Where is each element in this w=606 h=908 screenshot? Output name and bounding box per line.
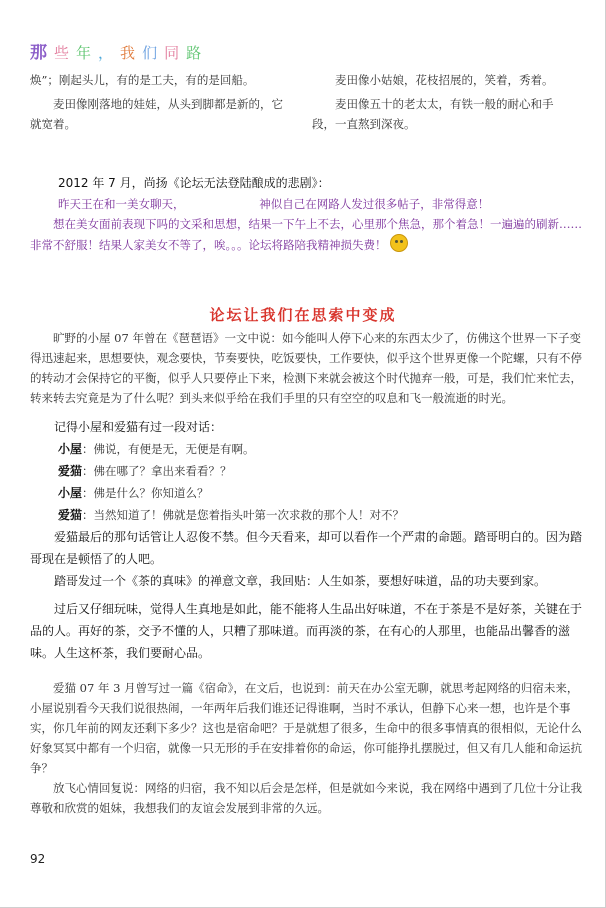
paragraph: 爱猫 07 年 3 月曾写过一篇《宿命》，在文后，也说到：前天在办公室无聊，就思考起网络的归宿未来，小屋说别看今天我们说很热闹，一年两年后我们谁还记得谁啊，当时不承认，但静下心来一想，也许是个事实，你几年前的网友还剩下多少？这也是宿命吧？于是就想了很多，生命中的很多事情真的很相似，无论什么好象冥冥中都有一个归宿，就像一只无形的手在安排着你的命运，你可能挣扎摆脱过，但又有几人能和命运抗争？ (30, 681, 582, 775)
header-char: 那 (30, 43, 48, 63)
page-number: 92 (30, 852, 46, 866)
section-heading: 2012 年 7 月，尚扬《论坛无法登陆酿成的悲剧》： (58, 176, 330, 190)
article-title: 论坛让我们在思索中变成 (209, 306, 397, 324)
paragraph: 爱猫最后的那句话管让人忍俊不禁。但今天看来，却可以看作一个严肃的命题。踏哥明白的。因为踏哥现在是顿悟了的人吧。 (30, 530, 583, 566)
header-char: 路 (186, 44, 203, 62)
right-column (312, 70, 567, 134)
dialogue-line: 小屋：佛说，有便是无，无便是有啊。 (58, 442, 255, 456)
section-forum-tragedy (30, 172, 585, 255)
dialogue-line: 爱猫：当然知道了！佛就是您着指头叶第一次求救的那个人！对不？ (58, 508, 405, 522)
paragraph: 踏哥发过一个《茶的真味》的禅意文章，我回贴：人生如茶，要想好味道，品的功夫要到家。 (54, 574, 547, 588)
header-char: 年 (76, 44, 93, 62)
section-line: 昨天王在和一美女聊天， 神似自己在网路人发过很多帖子，非常得意！ (58, 197, 490, 211)
header-char: 们 (142, 44, 159, 62)
dialogue-line: 爱猫：佛在哪了？拿出来看看？？ (58, 464, 232, 478)
article-body (30, 328, 585, 818)
paragraph: 放飞心情回复说：网络的归宿，我不知以后会是怎样，但是就如今来说，我在网络中遇到了几位十分让我尊敬和欣赏的姐妹，我想我们的友谊会发展到非常的久远。 (30, 781, 582, 815)
header-char: 同 (164, 44, 181, 62)
running-header (30, 38, 208, 63)
left-text-1: 焕”；刚起头儿，有的是工夫，有的是回船。 (30, 73, 255, 87)
header-char: 我 (120, 44, 137, 62)
sad-face-icon (390, 234, 408, 252)
paragraph: 过后又仔细玩味，觉得人生真地是如此，能不能将人生品出好味道，不在于茶是不是好茶，关键在于品的人。再好的茶，交予不懂的人，只糟了那味道。而再淡的茶，在有心的人那里，也能品出馨香的滋味。人生这杯茶，我们要耐心品。 (30, 602, 583, 660)
section-paragraph: 想在美女面前表现下吗的文采和思想，结果一下午上不去，心里那个焦急，那个着急！一遍遍的刷新……非常不舒服！结果人家美女不等了，唉。。。论坛将路陪我精神损失费！ (30, 217, 582, 252)
header-char: ， (98, 44, 115, 62)
paragraph: 旷野的小屋 07 年曾在《琶琶语》一文中说：如今能叫人停下心来的东西太少了，仿佛这个世界一下子变得迅速起来，思想要快，观念要快，节奏要快，吃饭要快，工作要快，似乎这个世界更像一个陀螺，只有不停的转动才会保持它的平衡，似乎人只要停止下来，检测下来就会被这个时代抛弃一般，可是，我们忙来忙去，转来转去究竟是为了什么呢？到头来似乎给在我们手里的只有空空的叹息和飞一般流逝的时光。 (30, 331, 582, 405)
right-text-1: 麦田像小姑娘，花枝招展的，笑着，秀着。 (335, 73, 554, 87)
paragraph: 记得小屋和爱猫有过一段对话： (54, 420, 223, 434)
header-char: 些 (54, 44, 71, 62)
right-text-2: 麦田像五十的老太太，有铁一般的耐心和手段，一直熬到深夜。 (312, 97, 554, 131)
dialogue-line: 小屋：佛是什么？你知道么？ (58, 486, 209, 500)
left-column (30, 70, 285, 134)
left-text-2: 麦田像刚落地的娃娃，从头到脚都是新的，它就宽着。 (30, 97, 283, 131)
